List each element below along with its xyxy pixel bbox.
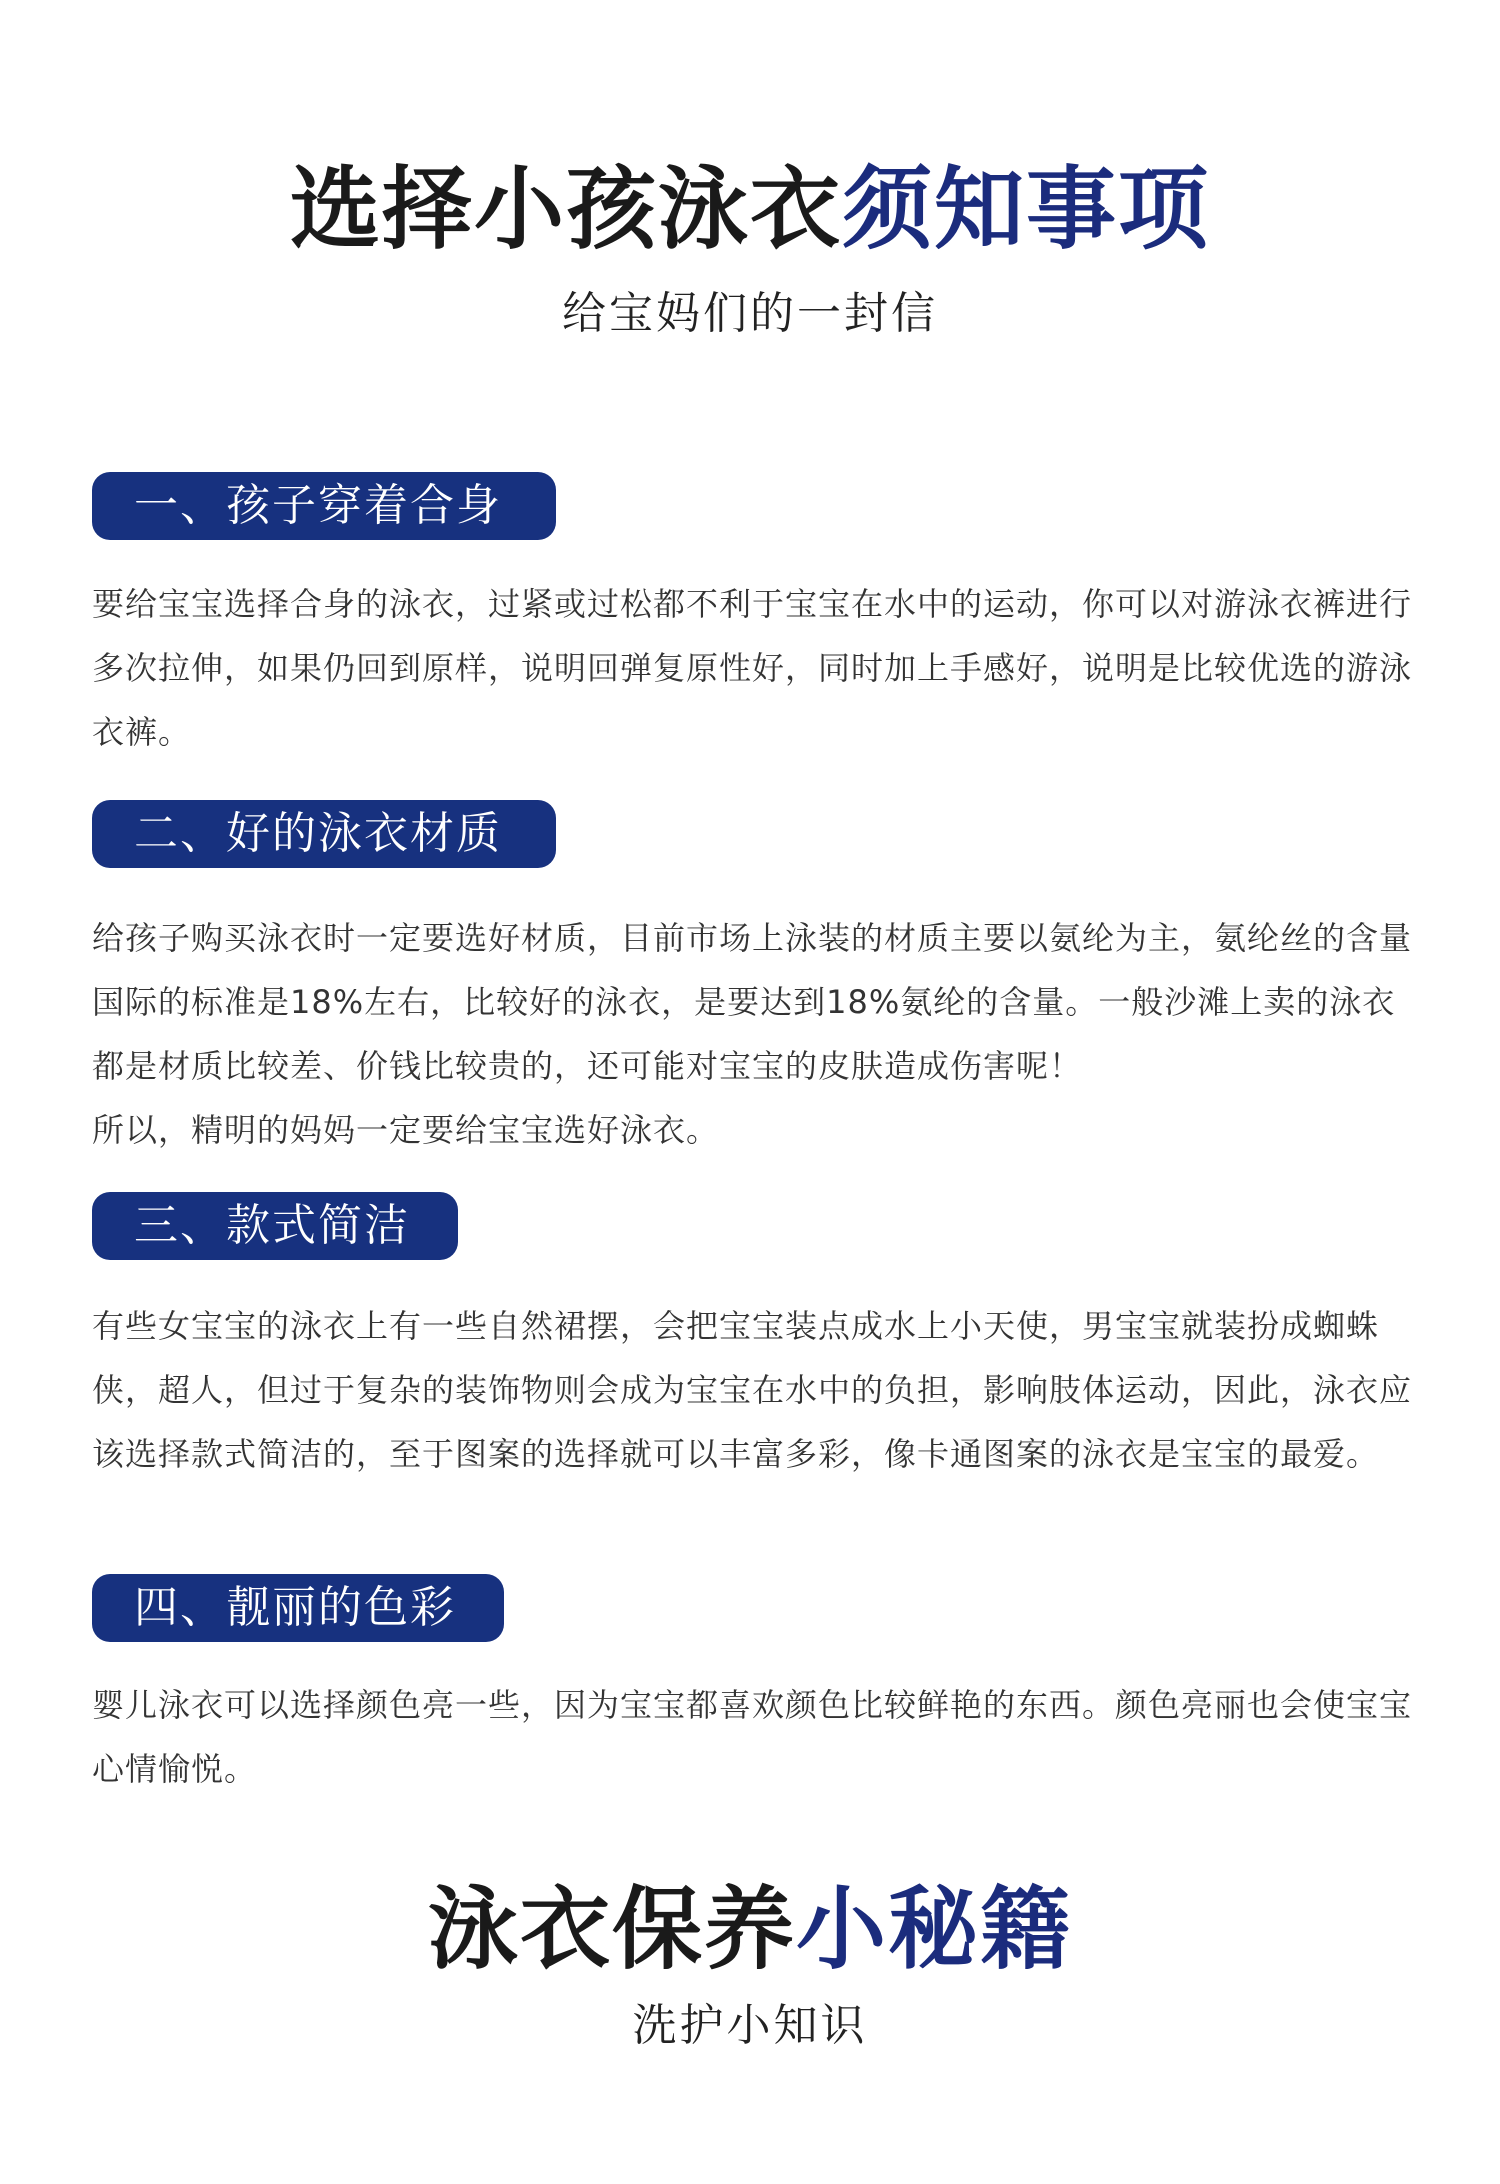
section-heading-4: 四、靓丽的色彩 [92,1574,504,1642]
footer-title-blue: 小秘籍 [796,1877,1072,1982]
main-title-dark: 选择小孩泳衣 [290,157,842,262]
main-title-blue: 须知事项 [842,157,1210,262]
section-heading-3: 三、款式简洁 [92,1192,458,1260]
footer-title-dark: 泳衣保养 [428,1877,796,1982]
section-body-3 [92,1294,1422,1486]
section-body-4 [92,1673,1422,1801]
section-body-1 [92,572,1422,764]
main-title [0,155,1500,265]
section-2-paragraph-2: 所以，精明的妈妈一定要给宝宝选好泳衣。 [92,1111,720,1149]
footer-title [0,1875,1500,1985]
section-3-paragraph-1: 有些女宝宝的泳衣上有一些自然裙摆，会把宝宝装点成水上小天使，男宝宝就装扮成蜘蛛侠，超人，但过于复杂的装饰物则会成为宝宝在水中的负担，影响肢体运动，因此，泳衣应该选择款式简洁的，至于图案的选择就可以丰富多彩，像卡通图案的泳衣是宝宝的最爱。 [92,1307,1413,1473]
footer-subtitle: 洗护小知识 [632,2000,868,2051]
section-1-paragraph-1: 要给宝宝选择合身的泳衣，过紧或过松都不利于宝宝在水中的运动，你可以对游泳衣裤进行多次拉伸，如果仍回到原样，说明回弹复原性好，同时加上手感好，说明是比较优选的游泳衣裤。 [92,585,1413,751]
section-2-paragraph-1: 给孩子购买泳衣时一定要选好材质，目前市场上泳装的材质主要以氨纶为主，氨纶丝的含量国际的标准是18%左右，比较好的泳衣，是要达到18%氨纶的含量。一般沙滩上卖的泳衣都是材质比较差、价钱比较贵的，还可能对宝宝的皮肤造成伤害呢！ [92,919,1413,1085]
section-4-paragraph-1: 婴儿泳衣可以选择颜色亮一些，因为宝宝都喜欢颜色比较鲜艳的东西。颜色亮丽也会使宝宝心情愉悦。 [92,1686,1413,1788]
section-body-2 [92,906,1422,1162]
main-subtitle: 给宝妈们的一封信 [562,288,938,339]
section-heading-2: 二、好的泳衣材质 [92,800,556,868]
section-heading-1: 一、孩子穿着合身 [92,472,556,540]
